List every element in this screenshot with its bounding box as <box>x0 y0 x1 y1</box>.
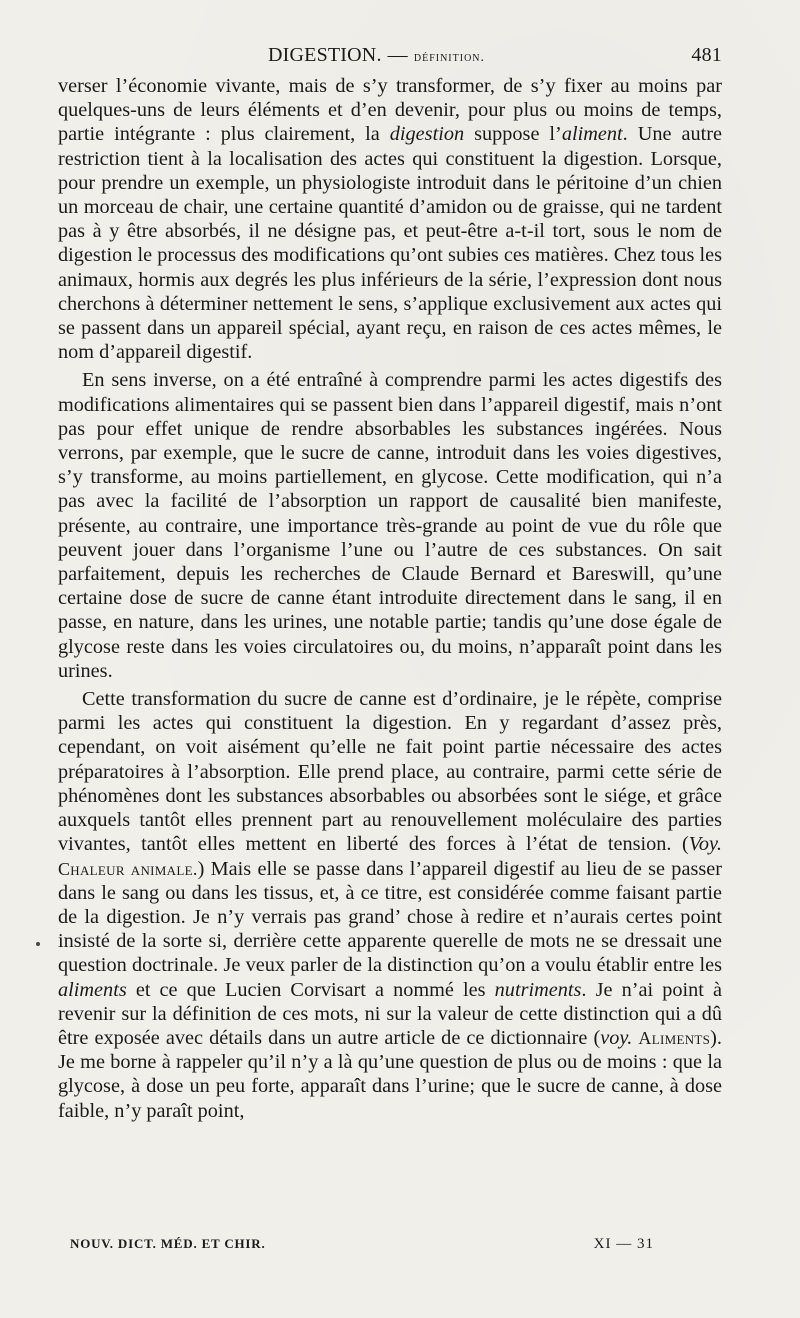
italic-term: aliment <box>561 123 623 146</box>
running-title <box>268 44 485 67</box>
italic-term: aliments <box>58 978 127 1001</box>
text-run: En sens inverse, on a été entraîné à comprendre parmi les actes digestifs des modifications alimentaires qui se passent bien dans l’appareil digestif, mais n’ont pas pour effet unique de rendre absorbables les substances ingérées. Nous verrons, par exemple, que le sucre de canne, introduit dans les voies digestives, s’y transforme, au moins partiellement, en glycose. Cette modification, qui n’a pas avec la facilité de l’absorption un rapport de causalité bien manifeste, présente, au contraire, une importance très-grande au point de vue du rôle que peuvent jouer dans l’organisme l’une ou l’autre de ces substances. On sait parfaitement, depuis les recherches de Claude Bernard et Bareswill, qu’une certaine dose de sucre de canne étant introduite directement dans le sang, il en passe, en nature, dans les urines, une notable partie; tandis qu’une dose égale de glycose reste dans les voies circulatoires ou, du moins, n’apparaît point dans les urines. <box>58 369 722 682</box>
text-run: verser l’économie vivante, mais de s’y transformer, de s’y fixer au moins par quelques-uns de leurs éléments et d’en devenir, pour plus ou moins de temps, partie intégrante : plus clairement, la <box>58 75 722 146</box>
footer-signature: XI — 31 <box>593 1236 654 1252</box>
footer-publication: NOUV. DICT. MÉD. ET CHIR. <box>70 1236 266 1251</box>
text-run: . Une autre restriction tient à la localisation des actes qui constituent la digestion. Lorsque, pour prendre un exemple, un physiologiste introduit dans le péritoine d’un chien un morceau de chair, une certaine quantité d’amidon ou de graisse, qui ne tardent pas à y être absorbés, il ne désigne pas, et peut-être a-t-il tort, sous le nom de digestion le processus des modifications qu’ont subies ces matières. Chez tous les animaux, hormis aux degrés les plus inférieurs de la série, l’expression dont nous cherchons à déterminer nettement le sens, s’applique exclusivement aux actes qui se passent dans un appareil spécial, ayant reçu, en raison de ces actes mêmes, le nom d’appareil digestif. <box>58 123 722 364</box>
italic-term: digestion <box>389 123 465 146</box>
text-run: suppose l’ <box>464 123 562 146</box>
small-caps-reference: Aliments <box>638 1027 711 1048</box>
header-dash: — <box>387 44 408 66</box>
body-text <box>58 74 722 1123</box>
page-number: 481 <box>691 44 722 66</box>
italic-term: voy. <box>600 1026 633 1049</box>
header-subtitle: définition. <box>413 50 486 65</box>
text-run: et ce que Lucien Corvisart a nommé les <box>126 978 495 1001</box>
running-head <box>58 44 722 74</box>
text-run: ) Mais elle se passe dans l’appareil digestif au lieu de se passer dans le sang ou dans les tissus, et, à ce titre, est considérée comme faisant partie de la digestion. Je n’y verrais pas grand’ chose à redire et n’aurais certes point insisté de la sorte si, derrière cette apparente querelle de mots ne se dressait une question doctrinale. Je veux parler de la distinction qu’on a voulu établir entre les <box>58 857 722 977</box>
paragraph-3 <box>58 687 722 1123</box>
header-title: DIGESTION. <box>268 44 382 66</box>
margin-mark <box>36 942 40 946</box>
paragraph-1 <box>58 74 722 364</box>
small-caps-reference: Chaleur animale. <box>58 858 198 879</box>
italic-term: nutriments <box>494 978 582 1001</box>
text-run: Cette transformation du sucre de canne est d’ordinaire, je le répète, comprise parmi les actes qui constituent la digestion. En y regardant d’assez près, cependant, on voit aisément qu’elle ne fait point partie nécessaire des actes préparatoires à l’absorption. Elle prend place, au contraire, parmi cette série de phénomènes dont les substances absorbables ou absorbées sont le siége, et grâce auxquels tantôt elles prennent part au renouvellement moléculaire des parties vivantes, tantôt elles mettent en liberté des forces à l’état de tension. ( <box>58 688 722 856</box>
paragraph-2 <box>58 368 722 683</box>
text-run: ). Je me borne à rappeler qu’il n’y a là qu’une question de plus ou de moins : que la glycose, à dose un peu forte, apparaît dans l’urine; que le sucre de canne, à dose faible, n’y paraît point, <box>58 1026 722 1122</box>
italic-term: Voy. <box>688 833 722 856</box>
text-run: . Je n’ai point à revenir sur la définition de ces mots, ni sur la valeur de cette distinction qui a dû être exposée avec détails dans un autre article de ce dictionnaire ( <box>58 978 722 1049</box>
page-footer <box>70 1236 654 1253</box>
